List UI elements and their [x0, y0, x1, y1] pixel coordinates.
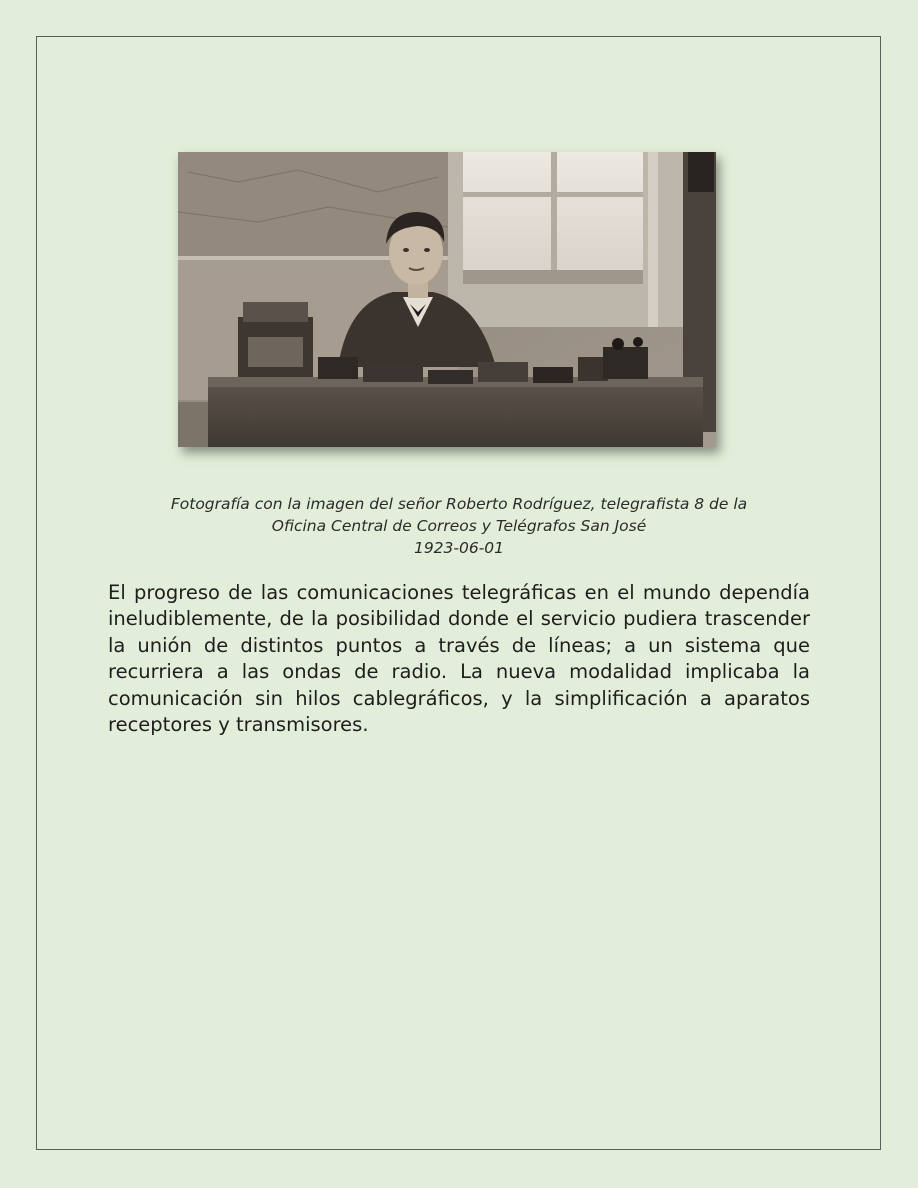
caption-line-2: Oficina Central de Correos y Telégrafos San José [271, 517, 647, 535]
photo-caption [100, 493, 818, 559]
body-paragraph: El progreso de las comunicaciones telegráficas en el mundo dependía ineludiblemente, de la posibilidad donde el servicio pudiera trascender la unión de distintos puntos a través de líneas; a un sistema que recurriera a las ondas de radio. La nueva modalidad implicaba la comunicación sin hilos cablegráficos, y la simplificación a aparatos receptores y transmisores. [108, 581, 810, 737]
caption-date: 1923-06-01 [413, 539, 505, 557]
caption-line-1: Fotografía con la imagen del señor Roberto Rodríguez, telegrafista 8 de la [170, 495, 748, 513]
historical-photo [178, 152, 716, 447]
photo-illustration [178, 152, 716, 447]
